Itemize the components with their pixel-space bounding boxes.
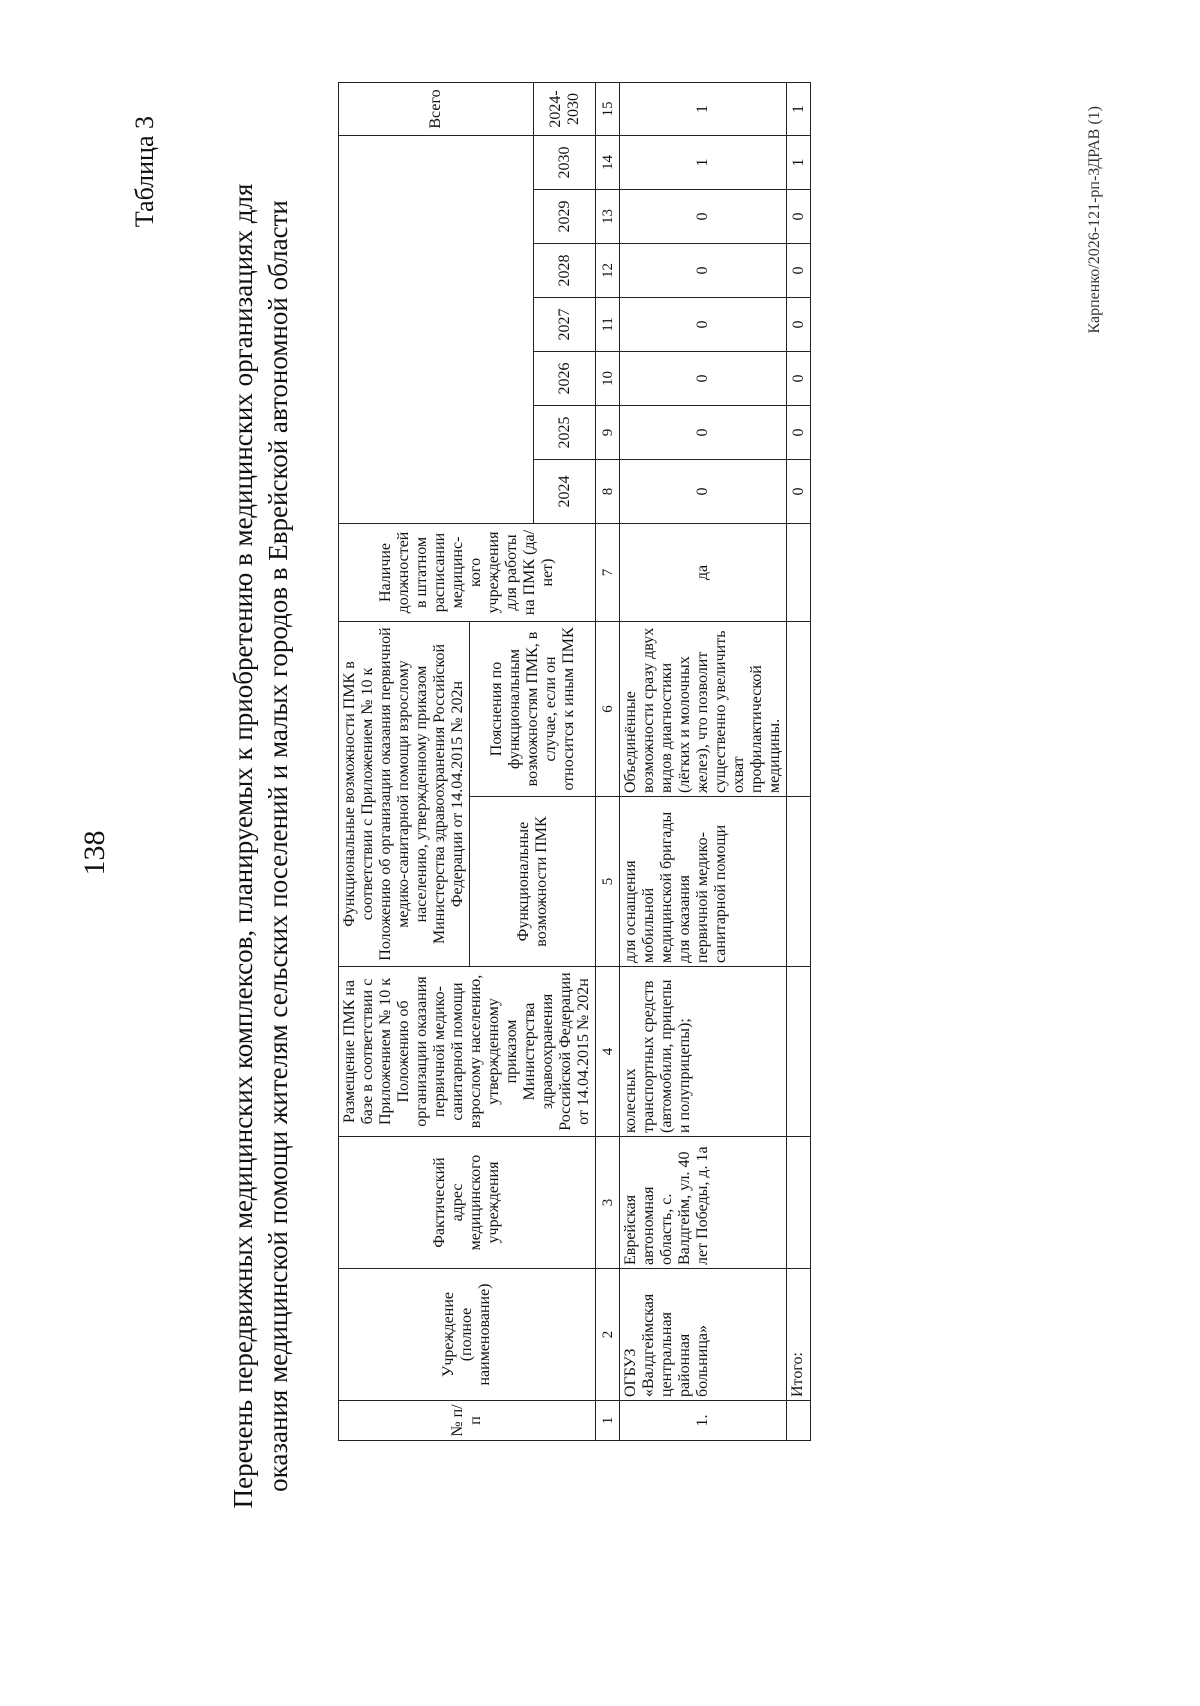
table-caption: Таблица 3 bbox=[130, 116, 159, 228]
header-placement: Размещение ПМК на базе в соответствии с Приложением № 10 к Положению об организации оказания первичной медико-санитарной помощи взрослому населению, утвержденному приказом Министерства здравоохранения Российской Федерации от 14.04.2015 № 202н bbox=[339, 967, 596, 1137]
row-address: Еврейская автономная область, с. Валдгейм, ул. 40 лет Победы, д. 1а bbox=[620, 1137, 787, 1269]
row-year-2026: 0 bbox=[620, 351, 787, 405]
pmk-table-container bbox=[338, 83, 811, 1441]
title-line-2: оказания медицинской помощи жителям сельских поселений и малых городов в Еврейской автономной области bbox=[263, 200, 293, 1492]
page-number: 138 bbox=[78, 830, 111, 876]
total-num bbox=[787, 1401, 811, 1441]
header-num: № п/п bbox=[339, 1401, 596, 1441]
row-year-2025: 0 bbox=[620, 405, 787, 459]
column-number: 10 bbox=[596, 351, 620, 405]
row-year-2027: 0 bbox=[620, 297, 787, 351]
column-number: 6 bbox=[596, 621, 620, 796]
total-year-2024: 0 bbox=[787, 459, 811, 523]
document-title bbox=[226, 126, 296, 1566]
row-year-2028: 0 bbox=[620, 243, 787, 297]
column-number: 11 bbox=[596, 297, 620, 351]
row-explanation: Объединённые возможности сразу двух видов диагностики (лёгких и молочных желез), что позволит существенно увеличить охват профилактической медицины. bbox=[620, 621, 787, 796]
header-functional: Функциональные возможности ПМК bbox=[470, 797, 596, 967]
table-row bbox=[620, 82, 787, 1440]
header-years-blank bbox=[339, 135, 534, 523]
header-year-2024: 2024 bbox=[534, 459, 596, 523]
column-number: 8 bbox=[596, 459, 620, 523]
column-number: 15 bbox=[596, 82, 620, 135]
column-number: 1 bbox=[596, 1401, 620, 1441]
row-functional: для оснащения мобильной медицинской бригады для оказания первичной медико-санитарной помощи bbox=[620, 797, 787, 967]
total-year-2026: 0 bbox=[787, 351, 811, 405]
title-line-1: Перечень передвижных медицинских комплексов, планируемых к приобретению в медицинских организациях для bbox=[228, 183, 258, 1509]
column-number: 2 bbox=[596, 1269, 620, 1401]
header-year-2025: 2025 bbox=[534, 405, 596, 459]
total-empty bbox=[787, 797, 811, 967]
column-number: 4 bbox=[596, 967, 620, 1137]
column-number: 13 bbox=[596, 189, 620, 243]
header-year-2029: 2029 bbox=[534, 189, 596, 243]
header-total: Всего bbox=[339, 82, 534, 135]
total-sum: 1 bbox=[787, 82, 811, 135]
row-num: 1. bbox=[620, 1401, 787, 1441]
column-number: 7 bbox=[596, 523, 620, 621]
row-year-2024: 0 bbox=[620, 459, 787, 523]
row-placement: колесных транспортных средств (автомобили, прицепы и полуприцепы); bbox=[620, 967, 787, 1137]
column-number: 14 bbox=[596, 135, 620, 189]
total-empty bbox=[787, 1137, 811, 1269]
total-label: Итого: bbox=[787, 1269, 811, 1401]
header-year-2028: 2028 bbox=[534, 243, 596, 297]
header-address: Фактический адрес медицинского учреждения bbox=[339, 1137, 596, 1269]
total-row bbox=[787, 82, 811, 1440]
total-year-2027: 0 bbox=[787, 297, 811, 351]
header-year-2026: 2026 bbox=[534, 351, 596, 405]
header-institution: Учреждение (полное наименование) bbox=[339, 1269, 596, 1401]
column-number-row bbox=[596, 82, 620, 1440]
column-number: 3 bbox=[596, 1137, 620, 1269]
row-year-2029: 0 bbox=[620, 189, 787, 243]
header-explanation: Пояснения по функциональным возможностям ПМК, в случае, если он относится к иным ПМК bbox=[470, 621, 596, 796]
total-empty bbox=[787, 967, 811, 1137]
row-institution: ОГБУЗ «Валдгеймская центральная районная больница» bbox=[620, 1269, 787, 1401]
total-year-2030: 1 bbox=[787, 135, 811, 189]
pmk-table bbox=[338, 82, 811, 1441]
header-staff: Наличие должностей в штатном расписании медицинс-кого учреждения для работы на ПМК (да/нет) bbox=[339, 523, 596, 621]
total-year-2029: 0 bbox=[787, 189, 811, 243]
total-year-2025: 0 bbox=[787, 405, 811, 459]
row-staff: да bbox=[620, 523, 787, 621]
column-number: 5 bbox=[596, 797, 620, 967]
header-functional-group: Функциональные возможности ПМК в соответствии с Приложением № 10 к Положению об организации оказания первичной медико-санитарной помощи взрослому населению, утвержденному приказом Министерства здравоохранения Российской Федерации от 14.04.2015 № 202н bbox=[339, 621, 470, 966]
header-year-2027: 2027 bbox=[534, 297, 596, 351]
document-reference: Карпенко/2026-121-рп-ЗДРАВ (1) bbox=[1086, 106, 1103, 334]
column-number: 12 bbox=[596, 243, 620, 297]
total-year-2028: 0 bbox=[787, 243, 811, 297]
row-total: 1 bbox=[620, 82, 787, 135]
header-total-range: 2024-2030 bbox=[534, 82, 596, 135]
total-empty bbox=[787, 621, 811, 796]
row-year-2030: 1 bbox=[620, 135, 787, 189]
header-year-2030: 2030 bbox=[534, 135, 596, 189]
total-empty bbox=[787, 523, 811, 621]
column-number: 9 bbox=[596, 405, 620, 459]
